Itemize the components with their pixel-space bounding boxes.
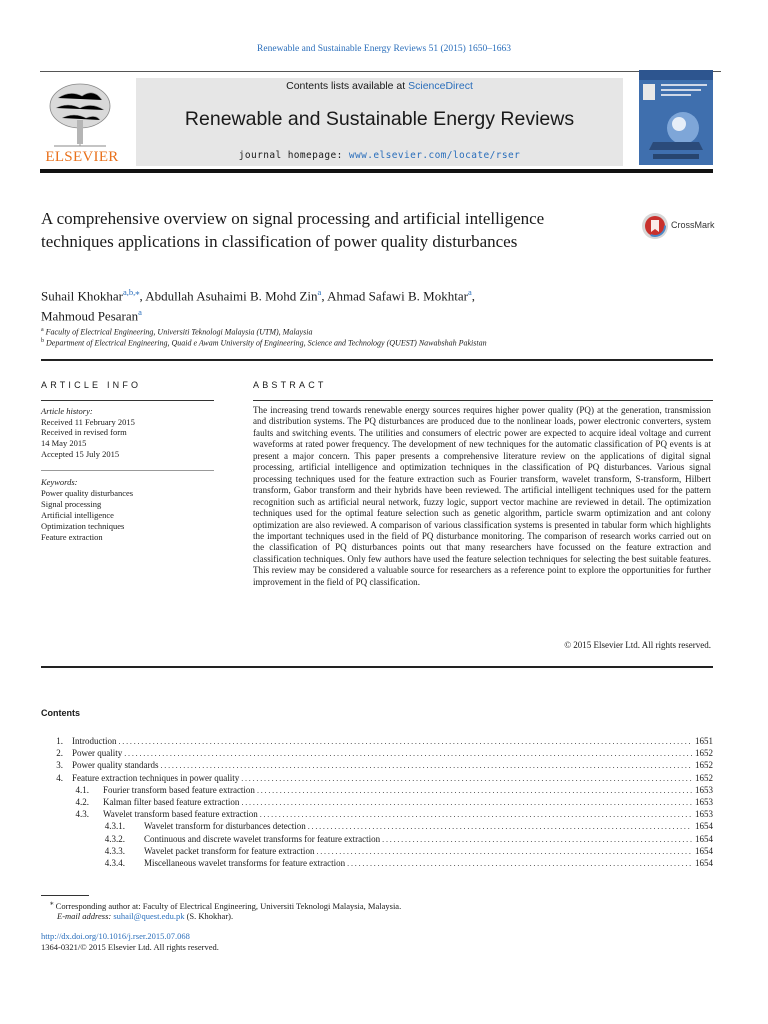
author-affiliation-marks[interactable]: a	[467, 287, 472, 297]
toc-entry[interactable]	[41, 736, 713, 748]
toc-entry-number: 2.	[56, 748, 63, 759]
toc-entry-title[interactable]: Miscellaneous wavelet transforms for feature extraction	[144, 857, 346, 868]
email-label: E-mail address:	[57, 911, 112, 922]
footnote-marker: ⁎	[50, 899, 54, 907]
keyword: Power quality disturbances	[41, 487, 134, 498]
toc-entry-title[interactable]: Wavelet transform for disturbances detection	[144, 821, 306, 832]
affiliation-text: Department of Electrical Engineering, Quaid e Awam University of Engineering, Science and Technology (QUEST) Nawabshah Pakistan	[46, 338, 487, 348]
doi-link[interactable]: http://dx.doi.org/10.1016/j.rser.2015.07.068	[41, 931, 190, 941]
toc-entry[interactable]	[41, 858, 713, 870]
toc-leader-dots	[260, 810, 692, 819]
corresponding-author-footnote	[50, 898, 710, 922]
toc-entry[interactable]	[41, 809, 713, 821]
affiliation	[41, 327, 312, 337]
history-label: Article history:	[41, 406, 93, 416]
article-info-rule	[41, 400, 214, 401]
footnote-rule	[41, 895, 89, 896]
author-separator: ,	[471, 288, 475, 304]
toc-entry[interactable]	[41, 821, 713, 833]
toc-entry-page[interactable]: 1652	[695, 772, 713, 783]
email-line	[50, 911, 710, 922]
author-affiliation-marks[interactable]: a	[317, 287, 322, 297]
journal-reference-link[interactable]: Renewable and Sustainable Energy Reviews 51 (2015) 1650–1663	[257, 44, 511, 54]
crossmark-badge[interactable]	[641, 212, 721, 240]
homepage-link[interactable]: www.elsevier.com/locate/rser	[348, 150, 521, 161]
contents-heading: Contents	[41, 708, 80, 718]
toc-entry-page[interactable]: 1653	[695, 796, 713, 807]
author-list	[41, 284, 701, 325]
toc-entry-number: 4.	[56, 772, 63, 783]
toc-entry[interactable]	[41, 773, 713, 785]
header-thick-rule	[40, 169, 713, 173]
contents-prefix: Contents lists available at	[286, 80, 406, 92]
affiliation-mark: a	[41, 327, 44, 333]
toc-entry-title[interactable]: Continuous and discrete wavelet transforms for feature extraction	[144, 833, 381, 844]
crossmark-icon	[641, 212, 669, 240]
corresponding-author-text: Corresponding author at: Faculty of Electrical Engineering, Universiti Teknologi Malaysia, Malaysia.	[55, 900, 402, 911]
journal-title: Renewable and Sustainable Energy Reviews	[184, 108, 575, 130]
toc-entry-number: 4.3.	[75, 809, 89, 820]
toc-entry[interactable]	[41, 834, 713, 846]
keyword: Artificial intelligence	[41, 509, 114, 520]
toc-entry-page[interactable]: 1653	[695, 809, 713, 820]
toc-leader-dots	[316, 847, 692, 856]
toc-entry-title[interactable]: Kalman filter based feature extraction	[103, 796, 240, 807]
author-affiliation-marks[interactable]: a,b,⁎	[122, 287, 140, 297]
toc-entry-page[interactable]: 1653	[695, 784, 713, 795]
toc-entry-number: 4.3.4.	[104, 857, 125, 868]
keyword: Optimization techniques	[41, 520, 125, 531]
toc-entry-title[interactable]: Wavelet transform based feature extraction	[103, 809, 258, 820]
toc-entry-number: 1.	[56, 736, 63, 746]
toc-entry-title[interactable]: Wavelet packet transform for feature extraction	[144, 845, 315, 856]
toc-entry-number: 4.3.1.	[104, 821, 125, 832]
author-separator: ,	[139, 288, 146, 304]
toc-entry-page[interactable]: 1654	[695, 833, 713, 844]
section-divider	[41, 359, 713, 361]
toc-leader-dots	[382, 835, 692, 844]
toc-leader-dots	[119, 737, 693, 746]
article-title: A comprehensive overview on signal processing and artificial intelligence techniques applications in classification of power quality disturbances	[41, 209, 545, 251]
toc-entry-page[interactable]: 1654	[695, 857, 713, 868]
toc-entry-title[interactable]: Feature extraction techniques in power quality	[72, 772, 240, 783]
toc-entry-number: 4.1.	[75, 784, 89, 795]
toc-entry-page[interactable]: 1654	[695, 845, 713, 856]
history-line: 14 May 2015	[41, 438, 87, 449]
toc-entry-title[interactable]: Power quality standards	[72, 760, 159, 771]
affiliation-mark: b	[41, 338, 44, 344]
history-line: Accepted 15 July 2015	[41, 448, 120, 459]
author-name[interactable]: Suhail Khokhar	[41, 288, 123, 304]
sciencedirect-link[interactable]: ScienceDirect	[408, 80, 473, 92]
keywords-label: Keywords:	[41, 477, 78, 487]
toc-entry-page[interactable]: 1651	[695, 736, 713, 746]
elsevier-wordmark: ELSEVIER	[45, 149, 119, 165]
history-line: Received in revised form	[41, 427, 127, 438]
toc-leader-dots	[160, 761, 692, 770]
homepage-prefix: journal homepage:	[238, 150, 343, 161]
contents-available-line	[136, 80, 623, 92]
history-line: Received 11 February 2015	[41, 416, 135, 427]
abstract-heading: ABSTRACT	[253, 380, 327, 390]
abstract-copyright: © 2015 Elsevier Ltd. All rights reserved.	[564, 640, 711, 650]
issn-line: 1364-0321/© 2015 Elsevier Ltd. All rights reserved.	[41, 942, 219, 952]
abstract-rule	[253, 400, 713, 401]
toc-entry-number: 4.2.	[75, 796, 89, 807]
affiliation-text: Faculty of Electrical Engineering, Universiti Teknologi Malaysia (UTM), Malaysia	[45, 327, 313, 337]
article-info-rule	[41, 470, 214, 471]
toc-entry-page[interactable]: 1652	[695, 760, 713, 771]
toc-leader-dots	[241, 774, 692, 783]
author-affiliation-marks[interactable]: a	[138, 307, 142, 318]
corresponding-author-line	[50, 898, 710, 911]
toc-leader-dots	[124, 749, 692, 758]
author-separator: ,	[321, 288, 328, 304]
email-link[interactable]: suhail@quest.edu.pk	[113, 911, 185, 922]
header-divider	[40, 71, 721, 72]
toc-entry-number: 4.3.2.	[104, 833, 125, 844]
article-info-heading: ARTICLE INFO	[41, 380, 142, 390]
keyword: Feature extraction	[41, 531, 103, 542]
toc-leader-dots	[257, 786, 692, 795]
toc-leader-dots	[308, 822, 692, 831]
author-name[interactable]: Abdullah Asuhaimi B. Mohd Zin	[145, 288, 318, 304]
crossmark-label: CrossMark	[671, 220, 715, 230]
toc-entry-number: 4.3.3.	[104, 845, 125, 856]
affiliation	[41, 338, 487, 348]
journal-homepage-line	[136, 150, 623, 161]
abstract-body: The increasing trend towards renewable energy sources requires higher power quality (PQ) at the generation, transmission and distribution systems. The PQ disturbances are produced due to the nonlinear loads, power electronic converters, system faults and switching events. The utilities and consumers of electric power are expected to acquire ideal voltage and current waveforms at rated power frequency. The development of new techniques for the automatic classification of PQ events is at present a major concern. This paper presents a comprehensive literature review on the applications of digital signal processing, artificial intelligence and optimization techniques in the classification of PQ disturbances. Various signal processing techniques used for the feature extraction such as Fourier transform, wavelet transform, S-transform, Hilbert transform, Gabor transform and their hybrids have been reviewed. The artificial intelligent techniques used for the pattern recognition such as artificial neural network, fuzzy logic, support vector machine are reviewed in detail. The optimization techniques used for the optimal feature selection such as genetic algorithm, particle swarm optimization and ant colony optimization are also reviewed. A comparison of various classification systems is presented in tabular form which highlights the important techniques used in the field of PQ disturbance monitoring. The comparison of research works carried out on the classification of PQ disturbances points out that many researchers have focussed on the feature extraction and classification techniques. Only few authors have used the feature selection techniques for selecting the best suitable features. This review may be considered a valuable source for researchers as a reference point to explore the opportunities for further improvement in the field of PQ classification.	[253, 405, 711, 587]
table-of-contents	[41, 736, 713, 870]
toc-entry-page[interactable]: 1652	[695, 748, 713, 759]
author-name[interactable]: Ahmad Safawi B. Mokhtar	[327, 288, 468, 304]
journal-cover-thumbnail[interactable]	[639, 70, 713, 165]
toc-entry[interactable]	[41, 760, 713, 772]
toc-leader-dots	[347, 859, 692, 868]
toc-entry[interactable]	[41, 748, 713, 760]
author-name[interactable]: Mahmoud Pesaran	[41, 308, 139, 324]
toc-entry-number: 3.	[56, 760, 63, 771]
toc-leader-dots	[241, 798, 692, 807]
email-suffix: (S. Khokhar).	[186, 911, 234, 922]
keyword: Signal processing	[41, 498, 102, 509]
toc-entry-title[interactable]: Power quality	[72, 748, 123, 759]
toc-entry[interactable]	[41, 846, 713, 858]
section-divider	[41, 666, 713, 668]
keywords	[41, 477, 214, 542]
toc-entry-title[interactable]: Fourier transform based feature extraction	[103, 784, 255, 795]
toc-entry-title[interactable]: Introduction	[72, 736, 117, 746]
article-history	[41, 406, 214, 460]
toc-entry-page[interactable]: 1654	[695, 821, 713, 832]
toc-entry[interactable]	[41, 797, 713, 809]
toc-entry[interactable]	[41, 785, 713, 797]
